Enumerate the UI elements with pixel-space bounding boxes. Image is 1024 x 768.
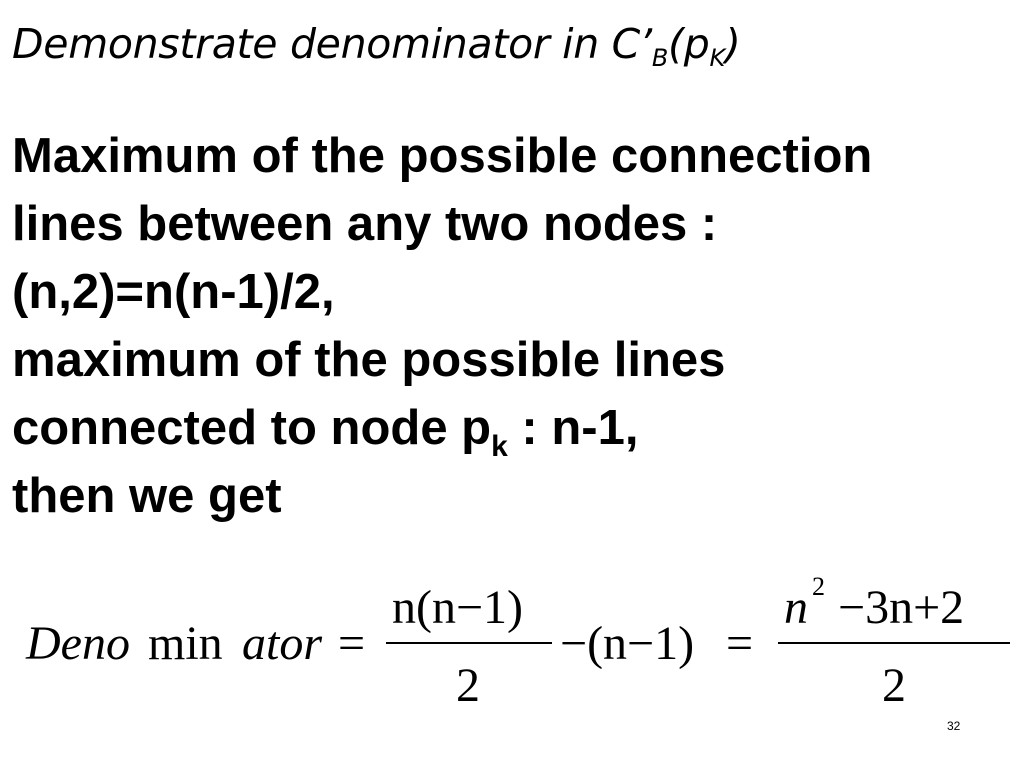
slide-body-text [12, 122, 1017, 530]
fraction-2-numerator-n: n [784, 581, 808, 634]
body-line-1: Maximum of the possible connection [12, 129, 873, 183]
fraction-1-denominator: 2 [456, 659, 480, 712]
body-line-5-prefix: connected to node p [12, 401, 492, 455]
fraction-2-numerator-rest: −3n+2 [838, 581, 965, 634]
formula-lhs-min: min [148, 617, 223, 670]
fraction-2-numerator-exponent: 2 [812, 572, 825, 601]
formula-lhs-deno: Deno [26, 617, 130, 670]
formula-lhs-ator: ator [242, 617, 323, 670]
title-prefix: Demonstrate denominator in C’ [12, 20, 652, 68]
fraction-2-bar [778, 642, 1010, 644]
title-close-paren: ) [724, 20, 741, 68]
body-line-3: (n,2)=n(n-1)/2, [12, 265, 335, 319]
body-line-6: then we get [12, 469, 282, 523]
fraction-1-numerator: n(n−1) [392, 581, 524, 634]
body-line-4: maximum of the possible lines [12, 333, 726, 387]
title-subscript-k: K [709, 44, 725, 72]
title-p: (p [668, 20, 710, 68]
formula-equals-2: = [726, 617, 754, 670]
body-line-5 [12, 394, 1017, 462]
body-line-5-suffix: : n-1, [507, 401, 639, 455]
denominator-formula [26, 572, 1016, 712]
formula-equals-1: = [338, 617, 366, 670]
formula-minus-term: −(n−1) [560, 617, 695, 670]
fraction-1-bar [386, 642, 552, 644]
page-number: 32 [947, 719, 961, 733]
body-line-5-subscript: k [491, 430, 508, 463]
title-subscript-b: B [651, 44, 669, 72]
slide-title [12, 20, 741, 72]
fraction-2-denominator: 2 [882, 659, 906, 712]
body-line-2: lines between any two nodes : [12, 197, 718, 251]
